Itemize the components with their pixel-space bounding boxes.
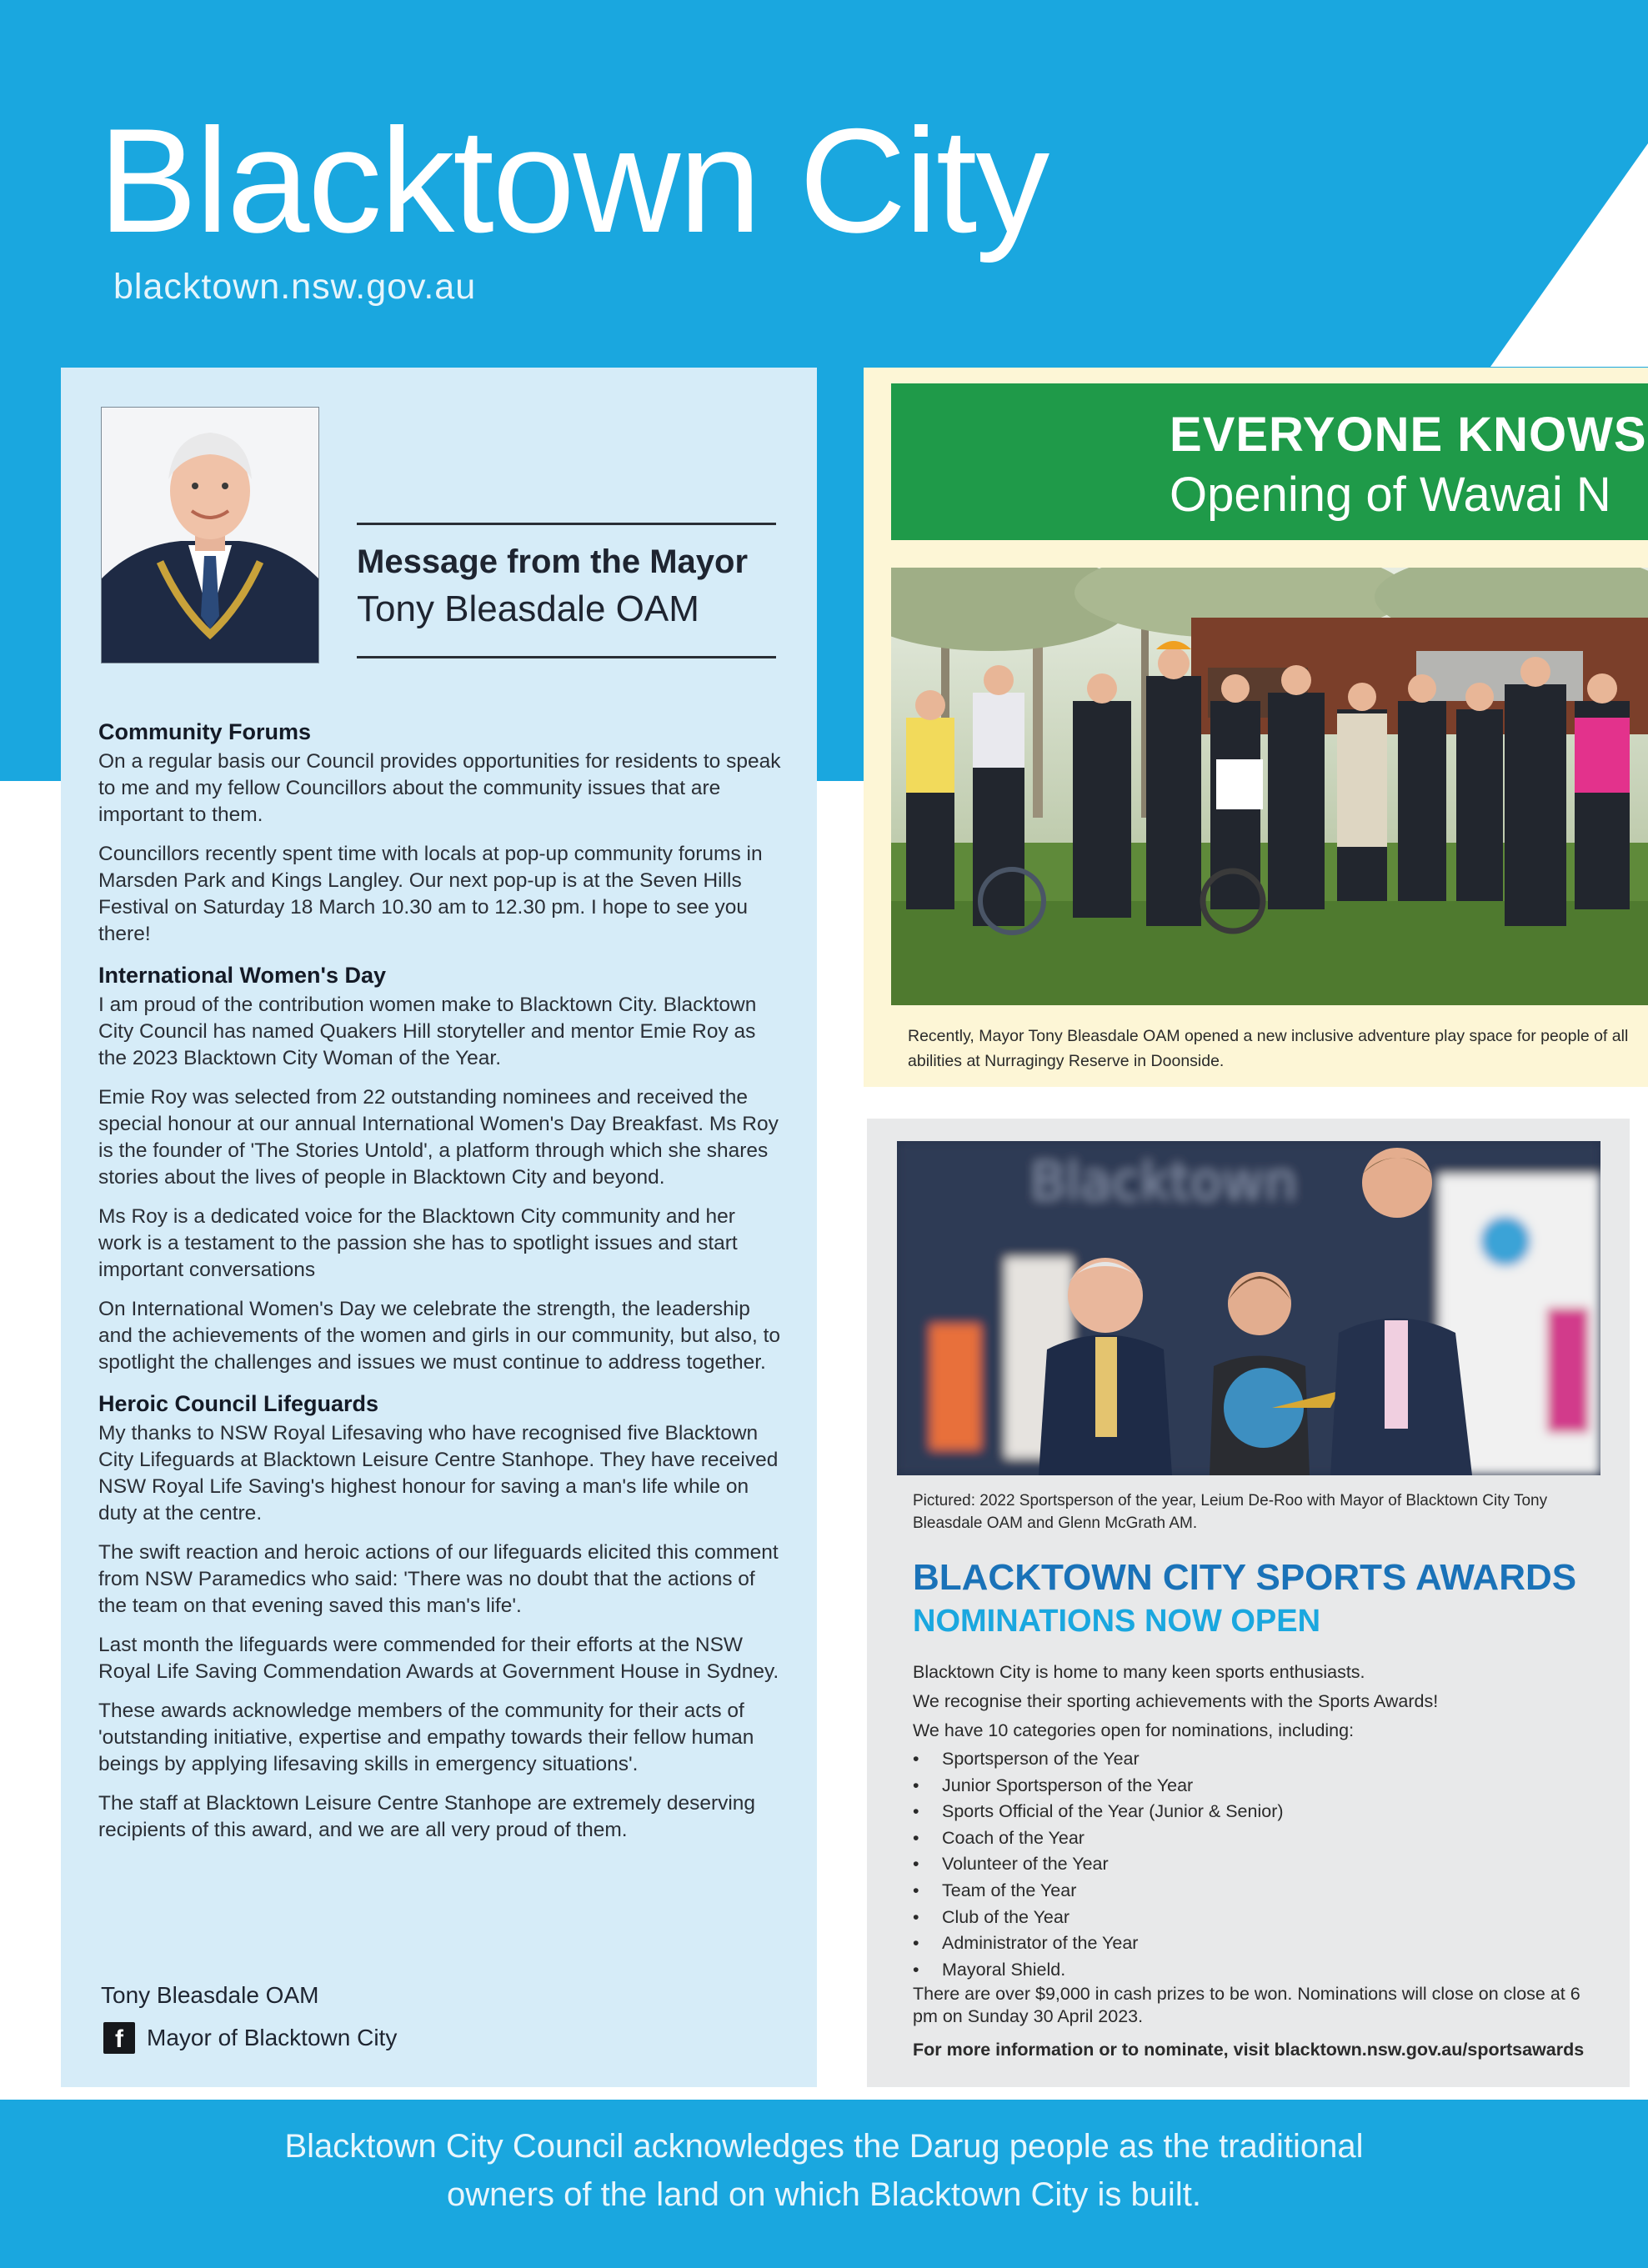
category-label: Junior Sportsperson of the Year [942, 1775, 1194, 1795]
list-item [913, 1773, 1596, 1800]
list-item [913, 1799, 1596, 1825]
blurred-backdrop-sign: Blacktown [1030, 1151, 1297, 1212]
paragraph: The swift reaction and heroic actions of our lifeguards elicited this comment from NSW Paramedics who said: 'There was no doubt that the actions of the team on that evening saved this man's life'. [98, 1541, 779, 1617]
feature-caption: Recently, Mayor Tony Bleasdale OAM opened a new inclusive adventure play space for people of all abilities at Nurragingy Reserve in Doonside. [908, 1027, 1629, 1070]
intro-line: We have 10 categories open for nominations, including: [913, 1720, 1355, 1740]
mayor-message-body [98, 717, 782, 1856]
category-label: Club of the Year [942, 1906, 1070, 1927]
bullet: • [913, 1880, 919, 1900]
title-rule-bottom [357, 656, 776, 658]
banner-subheadline: Opening of Wawai N [1170, 468, 1611, 522]
bullet: • [913, 1933, 919, 1954]
bullet: • [913, 1959, 919, 1980]
paragraph: These awards acknowledge members of the community for their acts of 'outstanding initiative, expertise and empathy towards their fellow human beings by applying lifesaving skills in emergency situations'. [98, 1700, 754, 1775]
prizes-text: There are over $9,000 in cash prizes to be won. Nominations will close on close at 6 pm on Sunday 30 April 2023. [913, 1984, 1580, 2027]
more-info-link[interactable]: For more information or to nominate, visit blacktown.nsw.gov.au/sportsawards [913, 2040, 1585, 2060]
category-label: Coach of the Year [942, 1827, 1084, 1848]
category-label: Sportsperson of the Year [942, 1749, 1140, 1769]
paragraph: The staff at Blacktown Leisure Centre Stanhope are extremely deserving recipients of this award, and we are all very proud of them. [98, 1792, 756, 1841]
title-rule-top [357, 523, 776, 525]
section-heading-lifeguards: Heroic Council Lifeguards [98, 1391, 379, 1416]
banner-headline: EVERYONE KNOWS [1170, 408, 1647, 462]
sports-awards-heading: BLACKTOWN CITY SPORTS AWARDS [913, 1557, 1577, 1598]
category-label: Sports Official of the Year (Junior & Senior) [942, 1801, 1284, 1822]
list-item [913, 1905, 1596, 1931]
category-label: Volunteer of the Year [942, 1854, 1109, 1875]
feature-banner [891, 383, 1648, 540]
bullet: • [913, 1749, 919, 1769]
masthead-url[interactable]: blacktown.nsw.gov.au [113, 267, 477, 307]
sports-awards-body [913, 1659, 1596, 2065]
bullet: • [913, 1801, 919, 1822]
intro-line: We recognise their sporting achievements with the Sports Awards! [913, 1691, 1439, 1711]
category-label: Mayoral Shield. [942, 1959, 1066, 1980]
section-heading-community-forums: Community Forums [98, 719, 312, 744]
signature-name: Tony Bleasdale OAM [101, 1982, 319, 2008]
list-item [913, 1746, 1596, 1773]
section-heading-womens-day: International Women's Day [98, 963, 386, 988]
sports-awards-photo [897, 1141, 1600, 1475]
facebook-icon[interactable]: f [103, 2022, 135, 2054]
mayor-name: Tony Bleasdale OAM [357, 588, 699, 629]
paragraph: Ms Roy is a dedicated voice for the Blacktown City community and her work is a testament to the passion she has to spotlight issues and start important conversations [98, 1205, 738, 1281]
sports-photo-caption: Pictured: 2022 Sportsperson of the year, Leium De-Roo with Mayor of Blacktown City Tony Bleasdale OAM and Glenn McGrath AM. [913, 1492, 1548, 1532]
categories-list [913, 1746, 1596, 1983]
paragraph: I am proud of the contribution women make to Blacktown City. Blacktown City Council has named Quakers Hill storyteller and mentor Emie Roy as the 2023 Blacktown City Woman of the Year. [98, 994, 757, 1069]
paragraph: On International Women's Day we celebrate the strength, the leadership and the achievements of the women and girls in our community, but also, to spotlight the challenges and issues we must continue to address together. [98, 1298, 781, 1374]
mayor-portrait [101, 407, 319, 663]
paragraph: On a regular basis our Council provides opportunities for residents to speak to me and my fellow Councillors about the community issues that are important to them. [98, 750, 781, 826]
nominations-subheading: NOMINATIONS NOW OPEN [913, 1604, 1321, 1639]
list-item [913, 1957, 1596, 1984]
acknowledgement-of-country [0, 2122, 1648, 2219]
bullet: • [913, 1827, 919, 1848]
list-item [913, 1878, 1596, 1905]
list-item [913, 1851, 1596, 1878]
paragraph: Councillors recently spent time with locals at pop-up community forums in Marsden Park and Kings Langley. Our next pop-up is at the Seven Hills Festival on Saturday 18 March 10.30 am to 12.30 pm. I hope to see you there! [98, 843, 763, 945]
category-label: Team of the Year [942, 1880, 1077, 1900]
bullet: • [913, 1854, 919, 1875]
intro-line: Blacktown City is home to many keen sports enthusiasts. [913, 1662, 1365, 1682]
paragraph: My thanks to NSW Royal Lifesaving who have recognised five Blacktown City Lifeguards at Blacktown Leisure Centre Stanhope. They have received NSW Royal Life Saving's highest honour for saving a man's life while on duty at the centre. [98, 1422, 779, 1525]
bullet: • [913, 1775, 919, 1795]
paragraph: Emie Roy was selected from 22 outstanding nominees and received the special honour at our annual International Women's Day Breakfast. Ms Roy is the founder of 'The Stories Untold', a platform through which she shares stories about the lives of people in Blacktown City and beyond. [98, 1086, 779, 1189]
play-space-opening-photo [891, 568, 1648, 1005]
bullet: • [913, 1906, 919, 1927]
masthead-title: Blacktown City [98, 98, 1049, 263]
acknowledgement-line-2: owners of the land on which Blacktown City is built. [447, 2176, 1201, 2213]
category-label: Administrator of the Year [942, 1933, 1139, 1954]
list-item [913, 1825, 1596, 1852]
signature-role[interactable]: Mayor of Blacktown City [147, 2025, 398, 2050]
message-heading: Message from the Mayor [357, 543, 749, 580]
paragraph: Last month the lifeguards were commended for their efforts at the NSW Royal Life Saving Commendation Awards at Government House in Sydney. [98, 1634, 779, 1683]
list-item [913, 1930, 1596, 1957]
acknowledgement-line-1: Blacktown City Council acknowledges the Darug people as the traditional [284, 2128, 1364, 2165]
